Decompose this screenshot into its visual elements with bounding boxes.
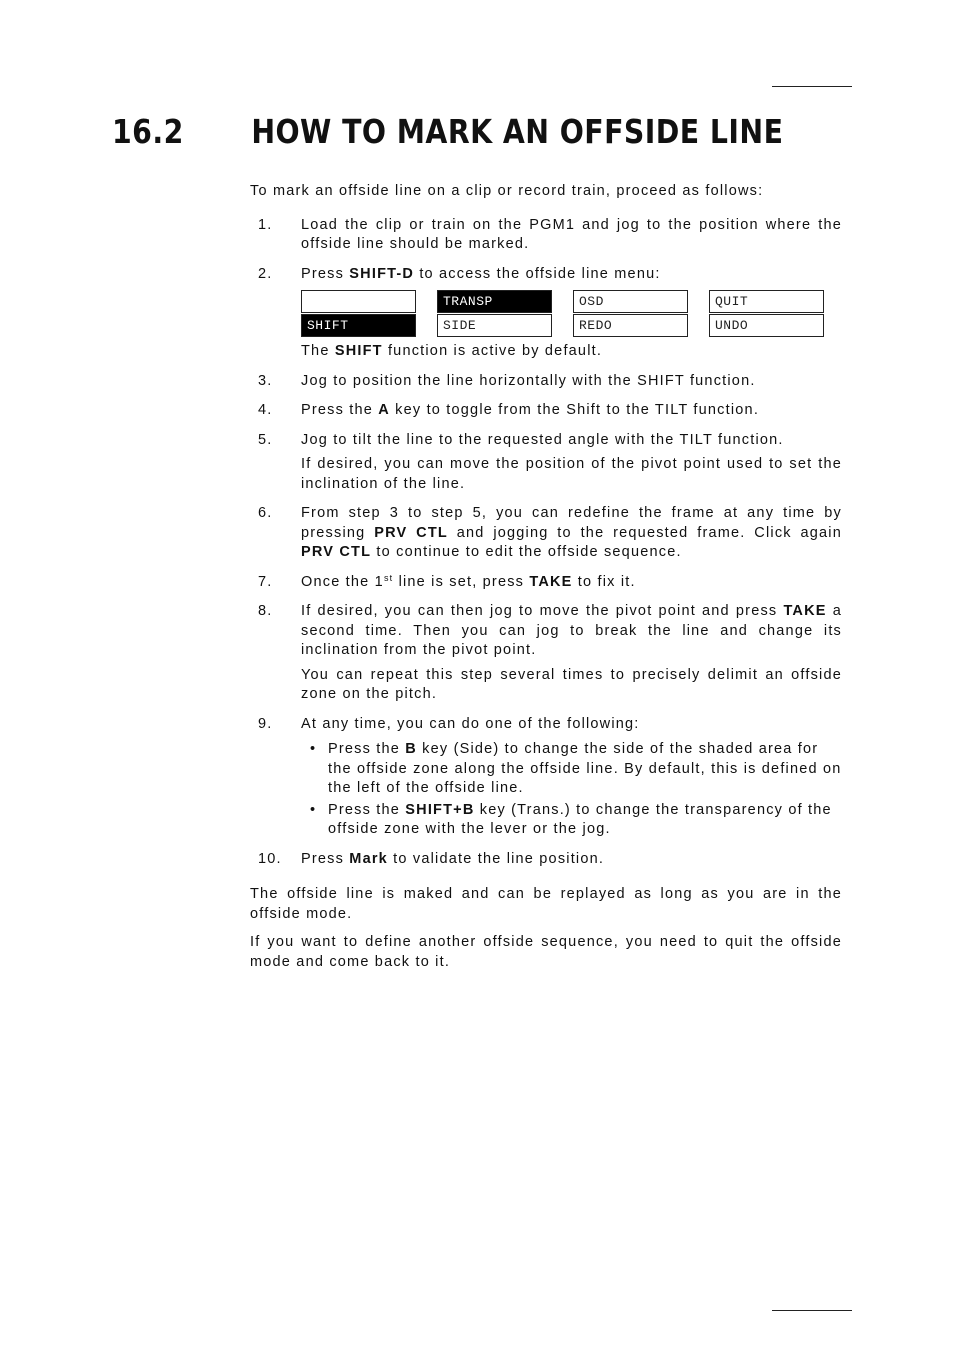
step-number: 3. [258,372,273,389]
closing-paragraph-1: The offside line is maked and can be replayed as long as you are in the offside mode. [250,886,842,922]
step-subtext: You can repeat this step several times to precisely delimit an offside zone on the pitch. [301,666,842,702]
section-heading [112,112,783,151]
section-body [250,182,842,972]
step-number: 6. [258,505,273,521]
step-text: Jog to position the line horizontally with the SHIFT function. [301,372,756,389]
menu-cell-undo: UNDO [709,314,824,337]
step-note: The SHIFT function is active by default. [301,343,603,359]
step-7 [250,573,842,593]
step-number: 7. [258,573,273,590]
key-name: PRV CTL [374,524,448,541]
menu-cell-redo: REDO [573,314,688,337]
key-name: TAKE [783,603,827,619]
menu-column-2 [437,290,552,337]
closing-paragraph-2: If you want to define another offside sequence, you need to quit the offside mode and come back to it. [250,934,842,970]
steps-list [250,216,842,870]
step-number: 9. [258,715,273,732]
step-3 [250,372,842,392]
step-number: 5. [258,431,273,448]
section-title: HOW TO MARK AN OFFSIDE LINE [251,112,784,151]
menu-cell-transp: TRANSP [437,290,552,313]
step-number: 10. [258,850,282,867]
step-10 [250,850,842,870]
section-number: 16.2 [112,112,184,151]
step-text: At any time, you can do one of the following: [301,715,640,732]
options-list [301,740,842,840]
menu-column-1 [301,290,416,337]
step-6 [250,504,842,563]
step-text: Jog to tilt the line to the requested angle with the TILT function. [301,431,784,448]
key-name: A [378,402,390,418]
menu-column-4 [709,290,824,337]
header-rule [772,86,852,87]
key-name: B [405,741,417,757]
offside-menu-display [301,290,842,337]
key-name: SHIFT [334,343,383,359]
bullet-icon: • [310,801,317,818]
step-4 [250,401,842,421]
step-text: Press the A key to toggle from the Shift to the TILT function. [301,402,760,418]
step-subtext: If desired, you can move the position of the pivot point used to set the inclination of the line. [301,456,842,492]
bullet-icon: • [310,741,317,757]
menu-cell-side: SIDE [437,314,552,337]
key-name: SHIFT-D [349,265,415,282]
step-text: Press SHIFT-D to access the offside line menu: [301,265,661,282]
step-text: If desired, you can then jog to move the pivot point and press TAKE a second time. Then you can jog to break the line and change its inclination from the pivot point. [301,603,843,658]
step-number: 8. [258,603,273,619]
step-number: 4. [258,402,273,418]
step-2 [250,265,842,362]
step-number: 2. [258,265,273,282]
closing-notes [250,885,842,972]
step-1 [250,216,842,255]
key-name: PRV CTL [301,544,372,560]
key-name: Mark [349,850,388,867]
menu-cell-shift: SHIFT [301,314,416,337]
key-name: SHIFT+B [405,801,475,818]
step-5 [250,431,842,495]
menu-cell-quit: QUIT [709,290,824,313]
option-transparency: • Press the SHIFT+B key (Trans.) to change the transparency of the offside zone with the lever or the jog. [310,801,832,837]
footer-rule [772,1310,852,1311]
step-9 [250,715,842,840]
menu-column-3 [573,290,688,337]
intro-paragraph: To mark an offside line on a clip or record train, proceed as follows: [250,183,764,199]
step-8 [250,602,842,705]
step-text: Load the clip or train on the PGM1 and jog to the position where the offside line should be marked. [301,216,842,252]
option-side: • Press the B key (Side) to change the side of the shaded area for the offside zone along the offside line. By default, this is defined on the left of the offside line. [310,741,842,796]
step-text: From step 3 to step 5, you can redefine the frame at any time by pressing PRV CTL and jogging to the requested frame. Click again PRV CTL to continue to edit the offside sequence. [301,505,842,560]
step-number: 1. [258,216,273,233]
step-text: Press Mark to validate the line position. [301,850,605,867]
key-name: TAKE [529,573,573,590]
step-text: Once the 1st line is set, press TAKE to fix it. [301,572,636,590]
menu-cell-top-1 [301,290,416,313]
menu-cell-osd: OSD [573,290,688,313]
